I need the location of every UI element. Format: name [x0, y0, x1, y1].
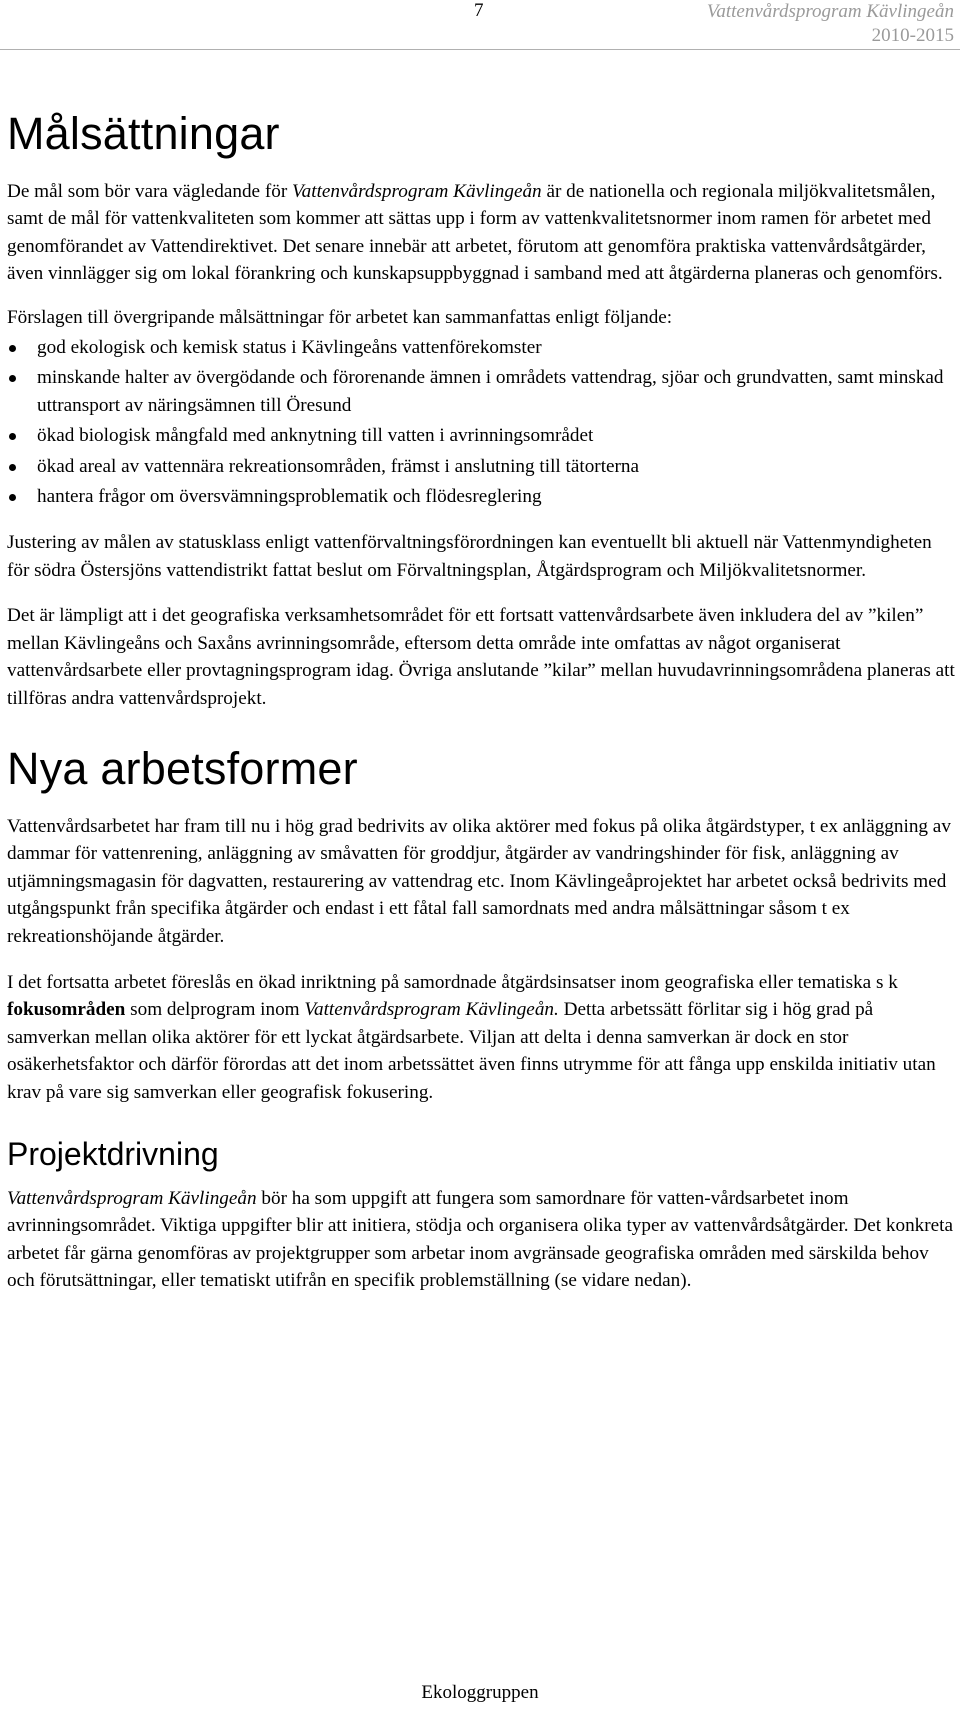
bullet-icon: [9, 433, 16, 440]
section-title-malsattningar: Målsättningar: [7, 108, 280, 159]
list-item: hantera frågor om översvämningsproblematik och flödesreglering: [7, 483, 955, 510]
bullet-icon: [9, 375, 16, 382]
program-name: Vattenvårdsprogram Kävlingeån.: [304, 999, 559, 1021]
bullet-icon: [9, 494, 16, 501]
list-item: ökad biologisk mångfald med anknytning till vatten i avrinningsområdet: [7, 422, 955, 449]
page-header: [0, 0, 960, 50]
program-name: Vattenvårdsprogram Kävlingeån: [7, 1187, 257, 1209]
bullet-icon: [9, 464, 16, 471]
paragraph: De mål som bör vara vägledande för Vattenvårdsprogram Kävlingeån är de nationella och regionala miljökvalitetsmålen, samt de mål för vattenkvaliteten som kommer att sättas upp i form av vattenkvalitetsnormer inom ramen för arbetet med genomförandet av Vattendirektivet. Det senare innebär att arbetet, förutom att genomföra praktiska vattenvårdsåtgärder, även vinnlägger sig om lokal förankring och kunskapsuppbyggnad i samband med att åtgärderna planeras och genomförs.: [7, 181, 943, 285]
paragraph: I det fortsatta arbetet föreslås en ökad inriktning på samordnade åtgärdsinsatser inom geografiska eller tematiska s k fokusområden som delprogram inom Vattenvårdsprogram Kävlingeån. Detta arbetssätt förlitar sig i hög grad på samverkan mellan olika aktörer för ett lyckat åtgärdsarbete. Viljan att delta i denna samverkan är dock en stor osäkerhetsfaktor och därför förordas att det inom arbetssättet även finns utrymme för att fånga upp enskilda initiativ utan krav på vare sig samverkan eller geografisk fokusering.: [7, 971, 936, 1103]
page-number: 7: [474, 0, 484, 21]
list-item: god ekologisk och kemisk status i Kävlingeåns vattenförekomster: [7, 334, 955, 361]
paragraph: Vattenvårdsprogram Kävlingeån bör ha som uppgift att fungera som samordnare för vatten-vårdsarbetet inom avrinningsområdet. Viktiga uppgifter blir att initiera, stödja och organisera olika typer av vattenvårdsåtgärder. Det konkreta arbetet får gärna genomföras av projektgrupper som arbetar inom avgränsade geografiska områden med särskilda behov och förutsättningar, eller tematiskt utifrån en specifik problemställning (se vidare nedan).: [7, 1187, 954, 1292]
running-title: [707, 0, 954, 47]
page-body: [7, 100, 955, 1295]
keyword-fokusomraden: fokusområden: [7, 999, 126, 1021]
section-title-nya-arbetsformer: Nya arbetsformer: [7, 742, 358, 794]
goals-list: [7, 334, 955, 510]
paragraph: Justering av målen av statusklass enligt vattenförvaltningsförordningen kan eventuellt bli aktuell när Vattenmyndigheten för södra Östersjöns vattendistrikt fattat beslut om Förvaltningsplan, Åtgärdsprogram och Miljökvalitetsnormer.: [7, 532, 932, 581]
program-title: Vattenvårdsprogram Kävlingeån: [706, 1, 954, 22]
program-years: 2010-2015: [871, 25, 954, 46]
paragraph: Det är lämpligt att i det geografiska verksamhetsområdet för ett fortsatt vattenvårdsarbete även inkludera del av ”kilen” mellan Kävlingeåns och Saxåns avrinningsområde, eftersom detta område inte omfattas av något organiserat vattenvårdsarbete eller provtagningsprogram idag. Övriga anslutande ”kilar” mellan huvudavrinningsområdena planeras att tillföras andra vattenvårdsprojekt.: [7, 605, 955, 709]
list-item: minskande halter av övergödande och förorenande ämnen i områdets vattendrag, sjöar och grundvatten, samt minskad uttransport av näringsämnen till Öresund: [7, 364, 955, 419]
program-name: Vattenvårdsprogram Kävlingeån: [292, 181, 542, 202]
bullet-icon: [9, 345, 16, 352]
page-footer: Ekologgruppen: [421, 1682, 539, 1703]
list-item: ökad areal av vattennära rekreationsområden, främst i anslutning till tätorterna: [7, 453, 955, 480]
paragraph: Förslagen till övergripande målsättningar för arbetet kan sammanfattas enligt följande:: [7, 306, 673, 328]
header-rule: [0, 49, 960, 50]
paragraph: Vattenvårdsarbetet har fram till nu i hög grad bedrivits av olika aktörer med fokus på olika åtgärdstyper, t ex anläggning av dammar för vattenrening, anläggning av småvatten för groddjur, åtgärder av vandringshinder för fisk, anläggning av utjämningsmagasin för dagvatten, restaurering av vattendrag etc. Inom Kävlingeåprojektet har arbetet också bedrivits med utgångspunkt från specifika åtgärder och endast i ett fåtal fall samordnats med andra målsättningar såsom t ex rekreationshöjande åtgärder.: [7, 815, 951, 947]
section-title-projektdrivning: Projektdrivning: [7, 1135, 219, 1172]
